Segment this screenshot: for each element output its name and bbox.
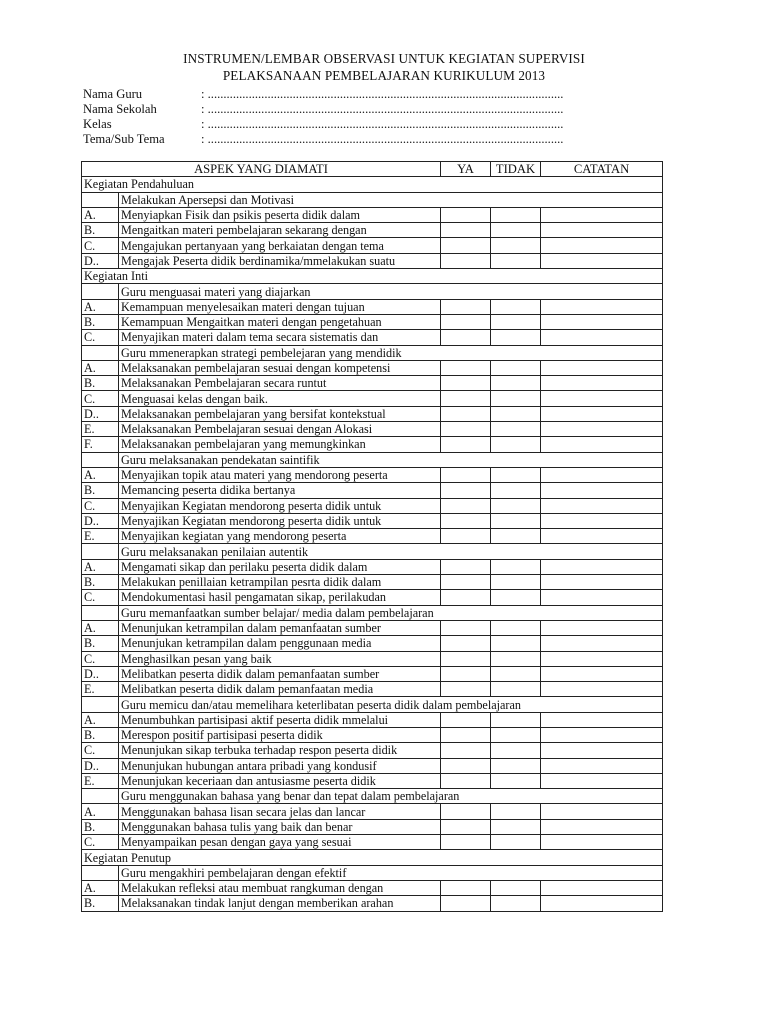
item-number: C.	[82, 835, 119, 850]
catatan-cell[interactable]	[541, 727, 663, 742]
ya-cell[interactable]	[441, 483, 491, 498]
ya-cell[interactable]	[441, 559, 491, 574]
table-row	[82, 636, 663, 651]
item-text: Menyiapkan Fisik dan psikis peserta didik dalam	[119, 207, 441, 222]
item-text: Menunjukan sikap terbuka terhadap respon peserta didik	[119, 743, 441, 758]
item-text: Menyajikan Kegiatan mendorong peserta didik untuk	[119, 513, 441, 528]
item-text: Memancing peserta didika bertanya	[119, 483, 441, 498]
table-row	[82, 743, 663, 758]
table-row	[82, 360, 663, 375]
empty-cell	[82, 452, 119, 467]
tidak-cell[interactable]	[491, 758, 541, 773]
catatan-cell[interactable]	[541, 498, 663, 513]
document-title-line-2: PELAKSANAAN PEMBELAJARAN KURIKULUM 2013	[222, 68, 546, 83]
subsection-title: Guru mengakhiri pembelajaran dengan efektif	[119, 865, 663, 880]
table-row	[82, 314, 663, 329]
item-number: B.	[82, 223, 119, 238]
catatan-cell[interactable]	[541, 682, 663, 697]
catatan-cell[interactable]	[541, 391, 663, 406]
table-section-row	[82, 269, 663, 284]
tidak-cell[interactable]	[491, 529, 541, 544]
item-number: A.	[82, 360, 119, 375]
info-field-tema-sub-tema	[83, 132, 563, 147]
catatan-cell[interactable]	[541, 743, 663, 758]
info-field-nama-guru	[83, 87, 563, 102]
item-text: Melakukan refleksi atau membuat rangkuman dengan	[119, 880, 441, 895]
item-number: B.	[82, 314, 119, 329]
table-row	[82, 498, 663, 513]
header-aspek: ASPEK YANG DIAMATI	[82, 162, 441, 177]
table-row	[82, 682, 663, 697]
table-row	[82, 299, 663, 314]
tidak-cell[interactable]	[491, 391, 541, 406]
tidak-cell[interactable]	[491, 712, 541, 727]
info-label: Nama Sekolah	[83, 102, 157, 116]
item-text: Kemampuan Mengaitkan materi dengan pengetahuan	[119, 314, 441, 329]
item-text: Mengaitkan materi pembelajaran sekarang dengan	[119, 223, 441, 238]
catatan-cell[interactable]	[541, 299, 663, 314]
ya-cell[interactable]	[441, 819, 491, 834]
ya-cell[interactable]	[441, 498, 491, 513]
ya-cell[interactable]	[441, 590, 491, 605]
ya-cell[interactable]	[441, 422, 491, 437]
ya-cell[interactable]	[441, 253, 491, 268]
tidak-cell[interactable]	[491, 467, 541, 482]
table-row	[82, 483, 663, 498]
item-text: Mengamati sikap dan perilaku peserta didik dalam	[119, 559, 441, 574]
tidak-cell[interactable]	[491, 498, 541, 513]
table-row	[82, 513, 663, 528]
tidak-cell[interactable]	[491, 804, 541, 819]
table-subsection-row	[82, 865, 663, 880]
subsection-title: Guru memicu dan/atau memelihara keterlibatan peserta didik dalam pembelajaran	[119, 697, 663, 712]
table-header-row	[82, 162, 663, 177]
subsection-title: Guru mmenerapkan strategi pembelejaran yang mendidik	[119, 345, 663, 360]
item-number: D..	[82, 666, 119, 681]
subsection-title: Guru menggunakan bahasa yang benar dan tepat dalam pembelajaran	[119, 789, 663, 804]
catatan-cell[interactable]	[541, 804, 663, 819]
ya-cell[interactable]	[441, 880, 491, 895]
table-subsection-row	[82, 605, 663, 620]
table-row	[82, 727, 663, 742]
header-ya: YA	[441, 162, 491, 177]
observation-table	[81, 161, 663, 912]
document-title-line-1: INSTRUMEN/LEMBAR OBSERVASI UNTUK KEGIATAN SUPERVISI	[183, 51, 585, 66]
empty-cell	[82, 865, 119, 880]
tidak-cell[interactable]	[491, 330, 541, 345]
catatan-cell[interactable]	[541, 559, 663, 574]
table-section-row	[82, 177, 663, 192]
item-number: F.	[82, 437, 119, 452]
catatan-cell[interactable]	[541, 620, 663, 635]
catatan-cell[interactable]	[541, 529, 663, 544]
table-subsection-row	[82, 452, 663, 467]
item-text: Melibatkan peserta didik dalam pemanfaatan media	[119, 682, 441, 697]
ya-cell[interactable]	[441, 513, 491, 528]
tidak-cell[interactable]	[491, 575, 541, 590]
catatan-cell[interactable]	[541, 712, 663, 727]
info-label: Kelas	[83, 117, 112, 131]
table-row	[82, 238, 663, 253]
item-text: Melaksanakan pembelajaran yang bersifat kontekstual	[119, 406, 441, 421]
table-row	[82, 330, 663, 345]
tidak-cell[interactable]	[491, 773, 541, 788]
tidak-cell[interactable]	[491, 590, 541, 605]
item-number: E.	[82, 529, 119, 544]
item-text: Kemampuan menyelesaikan materi dengan tujuan	[119, 299, 441, 314]
tidak-cell[interactable]	[491, 651, 541, 666]
tidak-cell[interactable]	[491, 819, 541, 834]
catatan-cell[interactable]	[541, 636, 663, 651]
ya-cell[interactable]	[441, 391, 491, 406]
empty-cell	[82, 544, 119, 559]
item-number: D..	[82, 253, 119, 268]
tidak-cell[interactable]	[491, 376, 541, 391]
catatan-cell[interactable]	[541, 483, 663, 498]
tidak-cell[interactable]	[491, 406, 541, 421]
empty-cell	[82, 697, 119, 712]
table-subsection-row	[82, 192, 663, 207]
item-text: Menyampaikan pesan dengan gaya yang sesuai	[119, 835, 441, 850]
catatan-cell[interactable]	[541, 773, 663, 788]
table-row	[82, 376, 663, 391]
ya-cell[interactable]	[441, 620, 491, 635]
table-row	[82, 880, 663, 895]
catatan-cell[interactable]	[541, 880, 663, 895]
info-label: Nama Guru	[83, 87, 143, 101]
table-section-row	[82, 850, 663, 865]
table-row	[82, 712, 663, 727]
catatan-cell[interactable]	[541, 896, 663, 911]
table-subsection-row	[82, 697, 663, 712]
ya-cell[interactable]	[441, 727, 491, 742]
tidak-cell[interactable]	[491, 743, 541, 758]
ya-cell[interactable]	[441, 467, 491, 482]
ya-cell[interactable]	[441, 314, 491, 329]
item-text: Menyajikan kegiatan yang mendorong peserta	[119, 529, 441, 544]
item-number: C.	[82, 498, 119, 513]
item-number: A.	[82, 299, 119, 314]
ya-cell[interactable]	[441, 575, 491, 590]
ya-cell[interactable]	[441, 299, 491, 314]
ya-cell[interactable]	[441, 207, 491, 222]
item-text: Menyajikan materi dalam tema secara sistematis dan	[119, 330, 441, 345]
catatan-cell[interactable]	[541, 835, 663, 850]
tidak-cell[interactable]	[491, 835, 541, 850]
item-text: Melaksanakan pembelajaran yang memungkinkan	[119, 437, 441, 452]
ya-cell[interactable]	[441, 376, 491, 391]
tidak-cell[interactable]	[491, 314, 541, 329]
item-text: Menunjukan hubungan antara pribadi yang kondusif	[119, 758, 441, 773]
item-text: Menunjukan keceriaan dan antusiasme peserta didik	[119, 773, 441, 788]
empty-cell	[82, 284, 119, 299]
tidak-cell[interactable]	[491, 620, 541, 635]
ya-cell[interactable]	[441, 529, 491, 544]
subsection-title: Guru melaksanakan pendekatan saintifik	[119, 452, 663, 467]
ya-cell[interactable]	[441, 223, 491, 238]
item-text: Menunjukan ketrampilan dalam pemanfaatan sumber	[119, 620, 441, 635]
item-text: Melibatkan peserta didik dalam pemanfaatan sumber	[119, 666, 441, 681]
item-text: Menggunakan bahasa lisan secara jelas dan lancar	[119, 804, 441, 819]
ya-cell[interactable]	[441, 666, 491, 681]
catatan-cell[interactable]	[541, 360, 663, 375]
table-row	[82, 529, 663, 544]
info-value: : .................................................................................................................	[201, 102, 564, 116]
subsection-title: Guru memanfaatkan sumber belajar/ media dalam pembelajaran	[119, 605, 663, 620]
item-text: Mengajukan pertanyaan yang berkaiatan dengan tema	[119, 238, 441, 253]
item-number: B.	[82, 376, 119, 391]
tidak-cell[interactable]	[491, 896, 541, 911]
item-text: Melaksanakan Pembelajaran sesuai dengan Alokasi	[119, 422, 441, 437]
catatan-cell[interactable]	[541, 666, 663, 681]
tidak-cell[interactable]	[491, 666, 541, 681]
item-text: Melaksanakan pembelajaran sesuai dengan kompetensi	[119, 360, 441, 375]
empty-cell	[82, 345, 119, 360]
empty-cell	[82, 789, 119, 804]
item-number: A.	[82, 880, 119, 895]
ya-cell[interactable]	[441, 712, 491, 727]
subsection-title: Guru menguasai materi yang diajarkan	[119, 284, 663, 299]
ya-cell[interactable]	[441, 758, 491, 773]
table-row	[82, 575, 663, 590]
item-text: Merespon positif partisipasi peserta didik	[119, 727, 441, 742]
catatan-cell[interactable]	[541, 422, 663, 437]
catatan-cell[interactable]	[541, 467, 663, 482]
item-number: C.	[82, 391, 119, 406]
table-row	[82, 773, 663, 788]
tidak-cell[interactable]	[491, 559, 541, 574]
catatan-cell[interactable]	[541, 330, 663, 345]
tidak-cell[interactable]	[491, 636, 541, 651]
item-text: Menunjukan ketrampilan dalam penggunaan media	[119, 636, 441, 651]
table-row	[82, 391, 663, 406]
table-row	[82, 835, 663, 850]
item-number: C.	[82, 238, 119, 253]
tidak-cell[interactable]	[491, 299, 541, 314]
empty-cell	[82, 605, 119, 620]
table-row	[82, 590, 663, 605]
item-number: E.	[82, 422, 119, 437]
item-number: A.	[82, 559, 119, 574]
catatan-cell[interactable]	[541, 223, 663, 238]
catatan-cell[interactable]	[541, 253, 663, 268]
tidak-cell[interactable]	[491, 437, 541, 452]
ya-cell[interactable]	[441, 360, 491, 375]
header-catatan: CATATAN	[541, 162, 663, 177]
tidak-cell[interactable]	[491, 422, 541, 437]
ya-cell[interactable]	[441, 773, 491, 788]
ya-cell[interactable]	[441, 636, 491, 651]
table-row	[82, 559, 663, 574]
catatan-cell[interactable]	[541, 406, 663, 421]
item-number: C.	[82, 743, 119, 758]
info-label: Tema/Sub Tema	[83, 132, 165, 146]
table-row	[82, 620, 663, 635]
tidak-cell[interactable]	[491, 682, 541, 697]
section-title: Kegiatan Pendahuluan	[82, 177, 663, 192]
info-value: : .................................................................................................................	[201, 132, 564, 146]
item-number: E.	[82, 682, 119, 697]
info-value: : .................................................................................................................	[201, 87, 564, 101]
catatan-cell[interactable]	[541, 238, 663, 253]
item-text: Menggunakan bahasa tulis yang baik dan benar	[119, 819, 441, 834]
item-number: B.	[82, 483, 119, 498]
catatan-cell[interactable]	[541, 819, 663, 834]
table-subsection-row	[82, 284, 663, 299]
item-text: Menumbuhkan partisipasi aktif peserta didik mmelalui	[119, 712, 441, 727]
table-row	[82, 804, 663, 819]
item-number: C.	[82, 590, 119, 605]
tidak-cell[interactable]	[491, 253, 541, 268]
item-number: D..	[82, 758, 119, 773]
ya-cell[interactable]	[441, 406, 491, 421]
item-number: B.	[82, 819, 119, 834]
info-value: : .................................................................................................................	[201, 117, 564, 131]
item-text: Menyajikan Kegiatan mendorong peserta didik untuk	[119, 498, 441, 513]
ya-cell[interactable]	[441, 896, 491, 911]
catatan-cell[interactable]	[541, 376, 663, 391]
table-row	[82, 253, 663, 268]
item-text: Mendokumentasi hasil pengamatan sikap, perilakudan	[119, 590, 441, 605]
item-text: Menyajikan topik atau materi yang mendorong peserta	[119, 467, 441, 482]
item-number: A.	[82, 467, 119, 482]
item-text: Melaksanakan tindak lanjut dengan memberikan arahan	[119, 896, 441, 911]
tidak-cell[interactable]	[491, 513, 541, 528]
table-row	[82, 819, 663, 834]
tidak-cell[interactable]	[491, 880, 541, 895]
section-title: Kegiatan Inti	[82, 269, 663, 284]
table-body	[82, 177, 663, 911]
tidak-cell[interactable]	[491, 207, 541, 222]
tidak-cell[interactable]	[491, 483, 541, 498]
catatan-cell[interactable]	[541, 314, 663, 329]
table-row	[82, 437, 663, 452]
item-number: A.	[82, 712, 119, 727]
table-row	[82, 223, 663, 238]
item-number: C.	[82, 330, 119, 345]
ya-cell[interactable]	[441, 682, 491, 697]
empty-cell	[82, 192, 119, 207]
ya-cell[interactable]	[441, 238, 491, 253]
table-row	[82, 467, 663, 482]
ya-cell[interactable]	[441, 835, 491, 850]
ya-cell[interactable]	[441, 743, 491, 758]
item-text: Menghasilkan pesan yang baik	[119, 651, 441, 666]
item-number: E.	[82, 773, 119, 788]
ya-cell[interactable]	[441, 330, 491, 345]
catatan-cell[interactable]	[541, 207, 663, 222]
subsection-title: Guru melaksanakan penilaian autentik	[119, 544, 663, 559]
item-text: Melakukan penillaian ketrampilan pesrta didik dalam	[119, 575, 441, 590]
item-number: B.	[82, 636, 119, 651]
table-row	[82, 422, 663, 437]
item-number: A.	[82, 620, 119, 635]
table-row	[82, 896, 663, 911]
table-subsection-row	[82, 345, 663, 360]
catatan-cell[interactable]	[541, 590, 663, 605]
catatan-cell[interactable]	[541, 513, 663, 528]
table-subsection-row	[82, 544, 663, 559]
catatan-cell[interactable]	[541, 575, 663, 590]
catatan-cell[interactable]	[541, 758, 663, 773]
tidak-cell[interactable]	[491, 727, 541, 742]
item-text: Mengajak Peserta didik berdinamika/mmelakukan suatu	[119, 253, 441, 268]
tidak-cell[interactable]	[491, 223, 541, 238]
table-row	[82, 406, 663, 421]
item-text: Melaksanakan Pembelajaran secara runtut	[119, 376, 441, 391]
info-field-nama-sekolah	[83, 102, 563, 117]
item-number: B.	[82, 727, 119, 742]
section-title: Kegiatan Penutup	[82, 850, 663, 865]
item-number: D..	[82, 406, 119, 421]
table-row	[82, 207, 663, 222]
item-number: B.	[82, 896, 119, 911]
ya-cell[interactable]	[441, 804, 491, 819]
item-text: Menguasai kelas dengan baik.	[119, 391, 441, 406]
item-number: A.	[82, 207, 119, 222]
ya-cell[interactable]	[441, 651, 491, 666]
table-subsection-row	[82, 789, 663, 804]
table-row	[82, 758, 663, 773]
info-field-kelas	[83, 117, 563, 132]
table-row	[82, 651, 663, 666]
ya-cell[interactable]	[441, 437, 491, 452]
catatan-cell[interactable]	[541, 651, 663, 666]
table-row	[82, 666, 663, 681]
header-tidak: TIDAK	[491, 162, 541, 177]
subsection-title: Melakukan Apersepsi dan Motivasi	[119, 192, 663, 207]
tidak-cell[interactable]	[491, 238, 541, 253]
item-number: C.	[82, 651, 119, 666]
item-number: A.	[82, 804, 119, 819]
catatan-cell[interactable]	[541, 437, 663, 452]
item-number: D..	[82, 513, 119, 528]
tidak-cell[interactable]	[491, 360, 541, 375]
item-number: B.	[82, 575, 119, 590]
